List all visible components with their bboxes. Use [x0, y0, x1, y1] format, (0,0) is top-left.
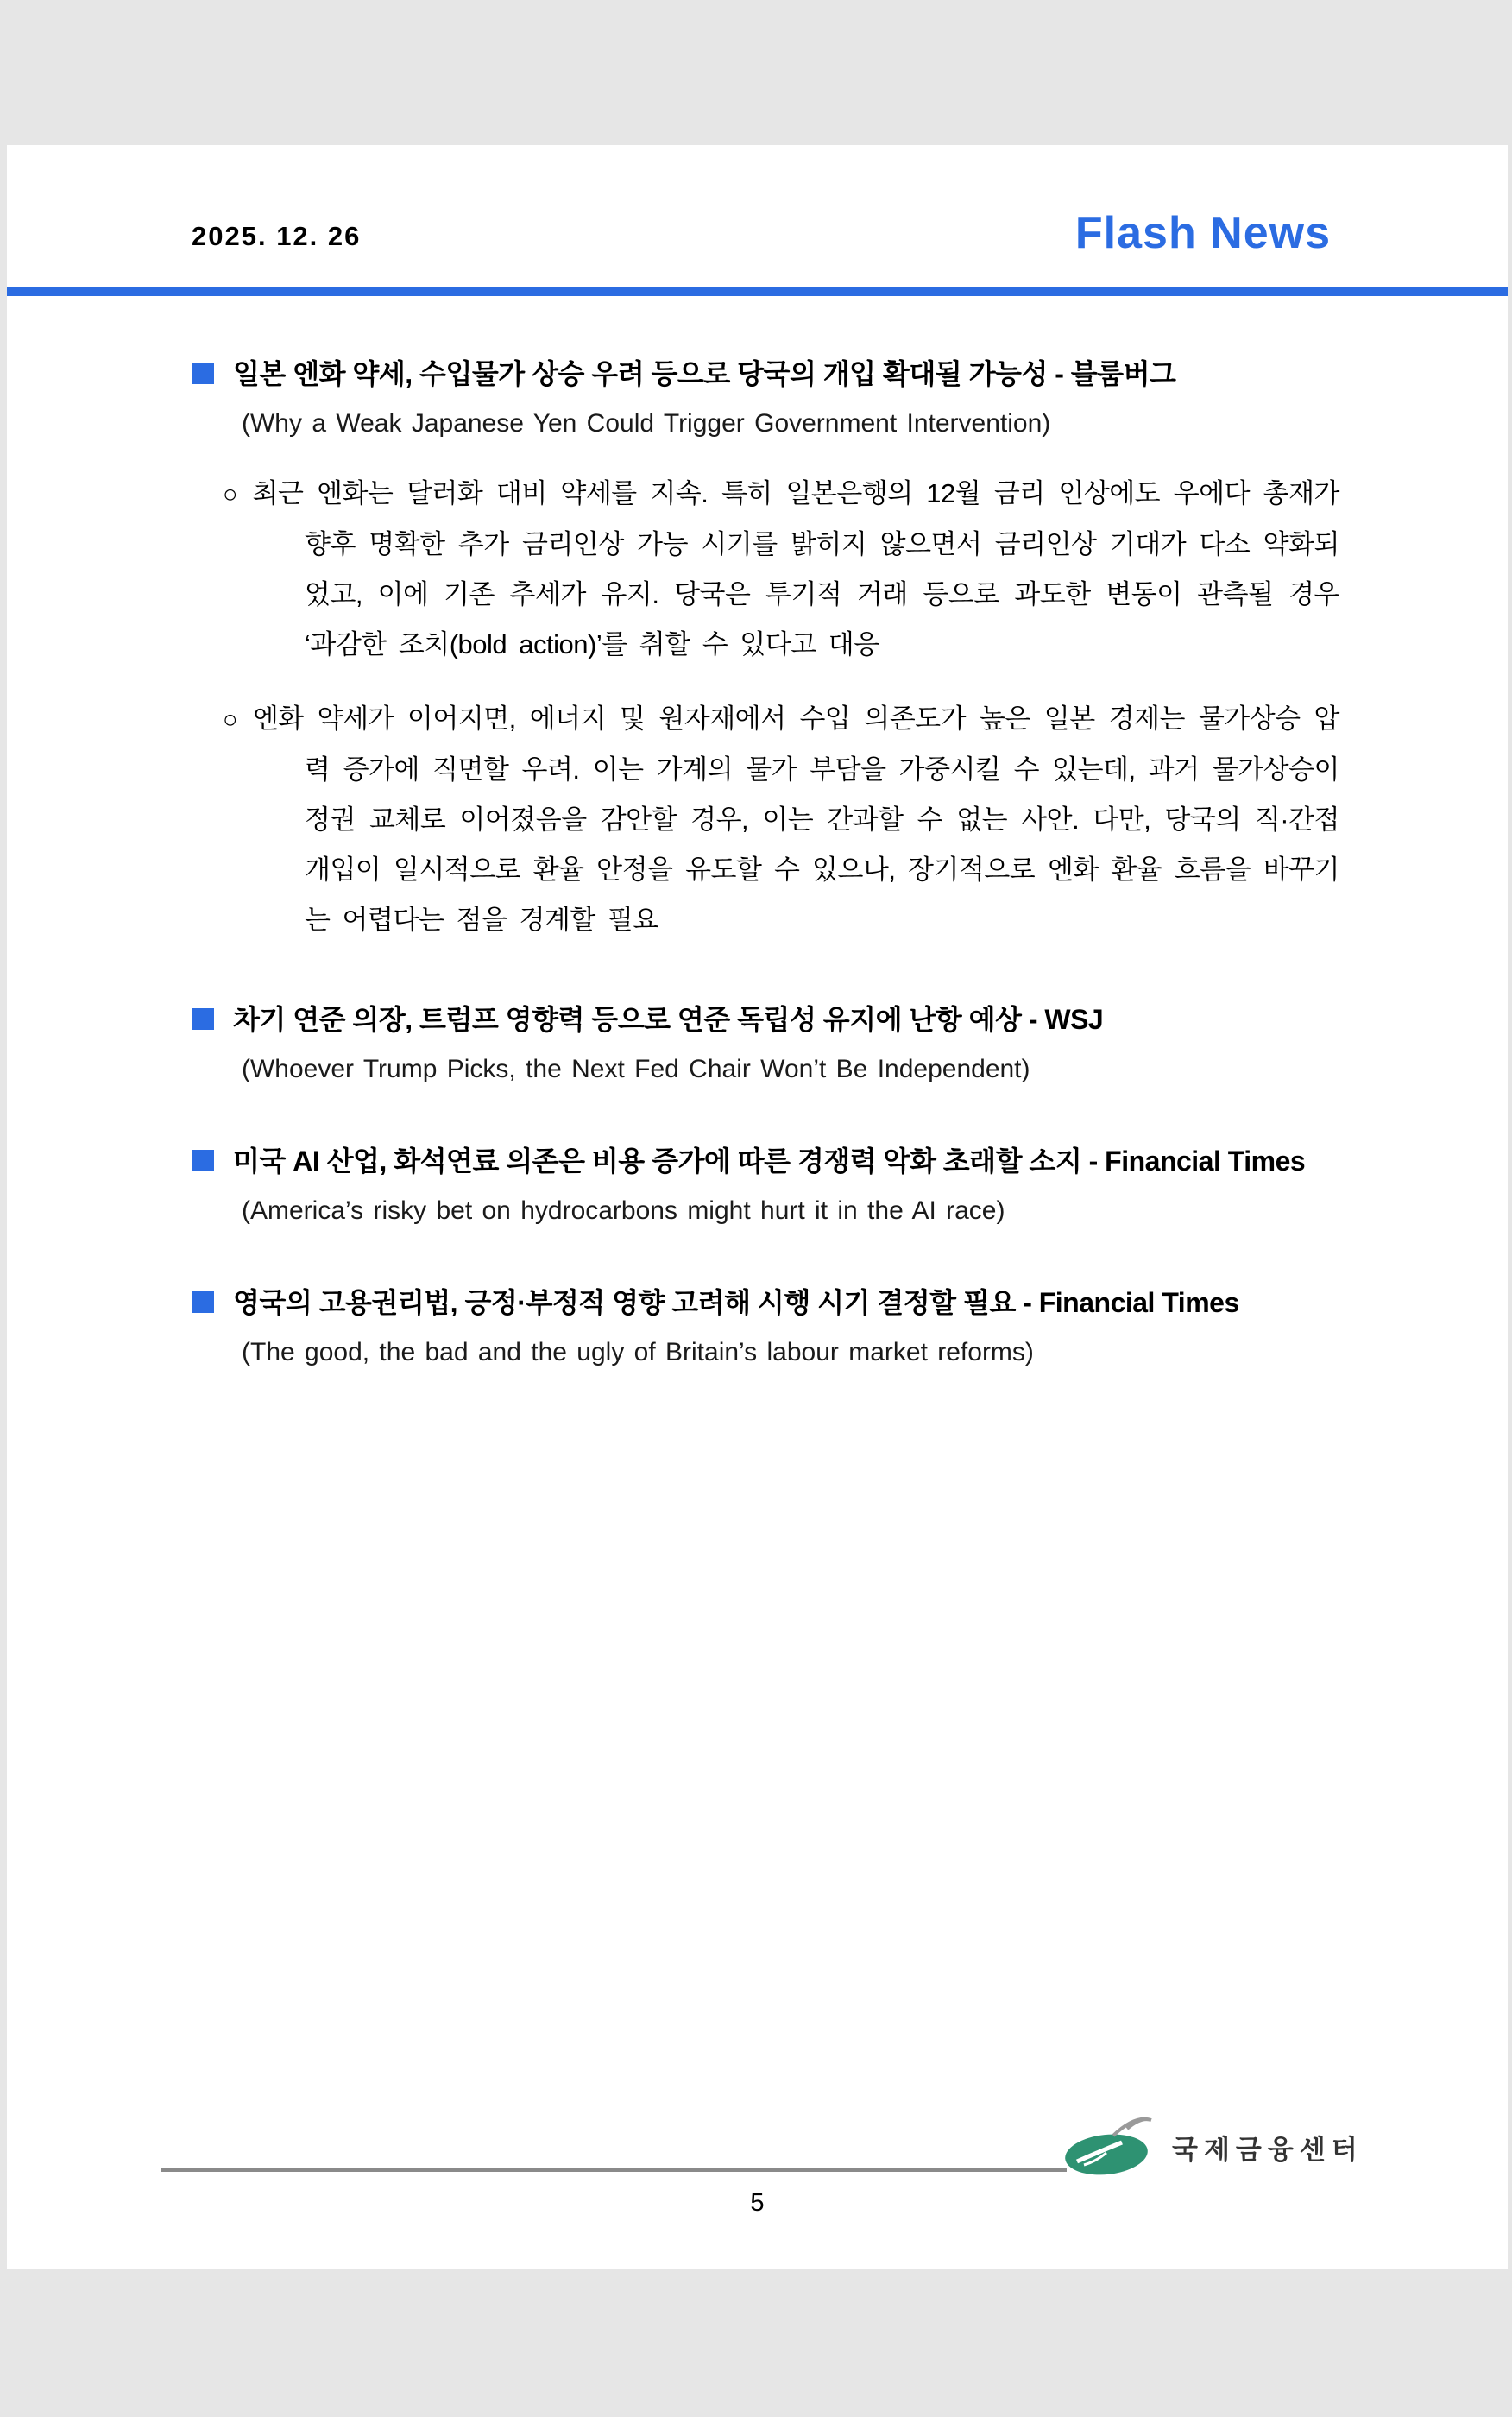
news-details — [190, 469, 1339, 945]
news-item — [190, 1000, 1339, 1087]
kcif-logo-icon — [1062, 2113, 1165, 2180]
masthead-title: Flash News — [1074, 208, 1331, 258]
news-headline-row — [190, 1284, 1339, 1322]
document-page — [7, 145, 1508, 2269]
kcif-logo-text: 국제금융센터 — [1172, 2134, 1364, 2165]
news-subtitle-en: (America’s risky bet on hydrocarbons might hurt it in the AI race) — [242, 1196, 1005, 1225]
footer-divider — [161, 2168, 1067, 2172]
news-headline: 미국 AI 산업, 화석연료 의존은 비용 증가에 따른 경쟁력 악화 초래할 소지 - Financial Times — [233, 1145, 1306, 1177]
detail-paragraph — [252, 469, 1339, 670]
news-headline: 일본 엔화 약세, 수입물가 상승 우려 등으로 당국의 개입 확대될 가능성 - 블룸버그 — [233, 358, 1176, 389]
square-bullet-icon — [192, 1008, 214, 1030]
news-headline: 차기 연준 의장, 트럼프 영향력 등으로 연준 독립성 유지에 난항 예상 - WSJ — [233, 1004, 1104, 1035]
news-item — [190, 355, 1339, 945]
circle-bullet-icon — [223, 481, 253, 508]
circle-bullet-icon — [223, 706, 253, 734]
square-bullet-icon — [192, 363, 214, 384]
detail-paragraph — [252, 694, 1339, 945]
header-divider — [7, 287, 1508, 296]
square-bullet-icon — [192, 1150, 214, 1171]
detail-text: 엔화 약세가 이어지면, 에너지 및 원자재에서 수입 의존도가 높은 일본 경제는 물가상승 압력 증가에 직면할 우려. 이는 가계의 물가 부담을 가중시킬 수 있는데, 과거 물가상승이 정권 교체로 이어졌음을 감안할 경우, 이는 간과할 수 없는 사안. 다만, 당국의 직·간접 개입이 일시적으로 환율 안정을 유도할 수 있으나, 장기적으로 엔화 환율 흐름을 바꾸기는 어렵다는 점을 경계할 필요 — [252, 704, 1339, 935]
news-item — [190, 1142, 1339, 1228]
page-number: 5 — [750, 2189, 765, 2217]
square-bullet-icon — [192, 1291, 214, 1313]
news-headline-row — [190, 355, 1339, 393]
news-subtitle-en: (Whoever Trump Picks, the Next Fed Chair Won’t Be Independent) — [242, 1055, 1030, 1083]
news-item — [190, 1284, 1339, 1370]
news-subtitle-en: (The good, the bad and the ugly of Britain’s labour market reforms) — [242, 1338, 1034, 1366]
news-headline-row — [190, 1142, 1339, 1180]
news-headline-row — [190, 1000, 1339, 1038]
detail-text: 최근 엔화는 달러화 대비 약세를 지속. 특히 일본은행의 12월 금리 인상에도 우에다 총재가 향후 명확한 추가 금리인상 가능 시기를 밝히지 않으면서 금리인상 기대가 다소 약화되었고, 이에 기존 추세가 유지. 당국은 투기적 거래 등으로 과도한 변동이 관측될 경우 ‘과감한 조치(bold action)’를 취할 수 있다고 대응 — [252, 478, 1339, 659]
news-subtitle-en: (Why a Weak Japanese Yen Could Trigger Government Intervention) — [242, 409, 1051, 438]
document-date: 2025. 12. 26 — [192, 221, 362, 251]
news-headline: 영국의 고용권리법, 긍정·부정적 영향 고려해 시행 시기 결정할 필요 - Financial Times — [233, 1287, 1239, 1318]
kcif-logo — [1062, 2113, 1364, 2180]
news-list — [190, 355, 1339, 1425]
